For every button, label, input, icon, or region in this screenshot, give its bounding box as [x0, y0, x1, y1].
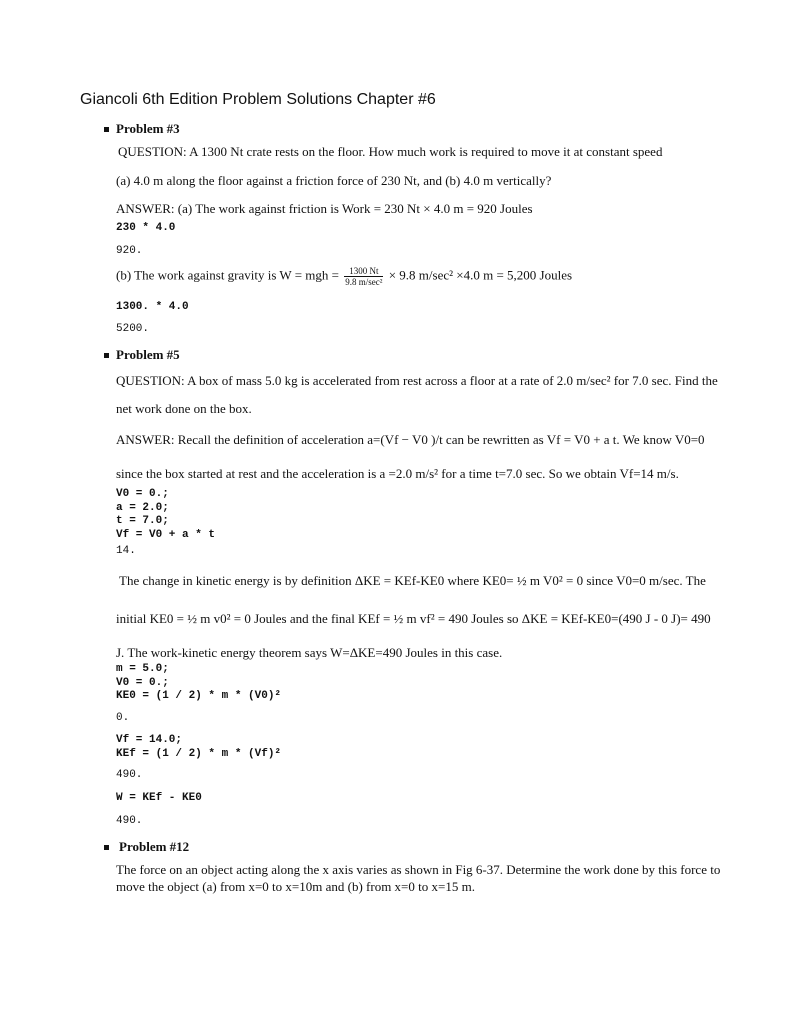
p5-code-line: Vf = 14.0;: [116, 734, 183, 746]
p5-code-line: KEf = (1 / 2) * m * (Vf)²: [116, 747, 282, 760]
bullet-icon: [104, 127, 109, 132]
p3-question: QUESTION: A 1300 Nt crate rests on the floor. How much work is required to move it at constant speed: [118, 144, 663, 159]
p5-answer-2: since the box started at rest and the acceleration is a =2.0 m/s² for a time t=7.0 sec. So we obtain Vf=14 m/s.: [116, 466, 679, 481]
p5-output-4: 490.: [116, 815, 143, 827]
bullet-icon: [104, 353, 109, 358]
p5-code-line: KE0 = (1 / 2) * m * (V0)²: [116, 690, 282, 702]
p5-ke-text-2: initial KE0 = ½ m v0² = 0 Joules and the final KEf = ½ m vf² = 490 Joules so ΔKE = KEf-KE0=(490 J - 0 J)= 490: [116, 611, 711, 626]
p12-text-1: The force on an object acting along the x axis varies as shown in Fig 6-37. Determine the work done by this force to: [116, 862, 721, 877]
p5-code-block-3: [116, 734, 281, 761]
p5-output-3: 490.: [116, 769, 143, 781]
p3-answer-a: ANSWER: (a) The work against friction is Work = 230 Nt × 4.0 m = 920 Joules: [116, 201, 533, 216]
p5-ke-text-1: The change in kinetic energy is by definition ΔKE = KEf-KE0 where KE0= ½ m V0² = 0 since V0=0 m/sec. The: [119, 573, 706, 588]
p3-fraction: [344, 266, 383, 287]
p3-fraction-num: 1300 Nt: [344, 266, 383, 277]
p5-code-line: V0 = 0.;: [116, 488, 169, 500]
p3-answer-b-pre: (b) The work against gravity is W = mgh =: [116, 267, 339, 283]
p3-code-2: 1300. * 4.0: [116, 301, 189, 313]
problem-5-heading: Problem #5: [116, 347, 180, 362]
p5-code-line: a = 2.0;: [116, 501, 169, 514]
p5-output-2: 0.: [116, 712, 130, 724]
p5-code-line: Vf = V0 + a * t: [116, 528, 216, 541]
p5-question-2: net work done on the box.: [116, 401, 252, 416]
p3-code-1: 230 * 4.0: [116, 222, 176, 234]
p3-question-2: (a) 4.0 m along the floor against a friction force of 230 Nt, and (b) 4.0 m vertically?: [116, 173, 552, 188]
p5-code-line: t = 7.0;: [116, 515, 169, 527]
p3-answer-b: [116, 266, 572, 287]
p3-output-2: 5200.: [116, 323, 150, 335]
p5-answer-1: ANSWER: Recall the definition of acceleration a=(Vf − V0 )/t can be rewritten as Vf = V0 + a t. We know V0=0: [116, 432, 705, 447]
p5-ke-text-3: J. The work-kinetic energy theorem says W=ΔKE=490 Joules in this case.: [116, 645, 503, 660]
p5-question: QUESTION: A box of mass 5.0 kg is accelerated from rest across a floor at a rate of 2.0 m/sec² for 7.0 sec. Find the: [116, 373, 718, 388]
problem-12-heading: Problem #12: [119, 839, 190, 854]
bullet-icon: [104, 845, 109, 850]
problem-3-heading: Problem #3: [116, 121, 180, 136]
p5-code-4: W = KEf - KE0: [116, 792, 202, 804]
p5-output-1: 14.: [116, 545, 136, 557]
p3-answer-b-post: × 9.8 m/sec² ×4.0 m = 5,200 Joules: [388, 267, 573, 283]
p5-code-block-2: [116, 663, 281, 704]
p12-text-2: move the object (a) from x=0 to x=10m and (b) from x=0 to x=15 m.: [116, 879, 475, 894]
p5-code-block-1: [116, 488, 215, 542]
p5-code-line: V0 = 0.;: [116, 676, 169, 689]
p3-output-1: 920.: [116, 245, 143, 257]
p3-fraction-den: 9.8 m/sec²: [345, 277, 383, 287]
p5-code-line: m = 5.0;: [116, 663, 169, 675]
page-title: Giancoli 6th Edition Problem Solutions Chapter #6: [80, 91, 436, 108]
